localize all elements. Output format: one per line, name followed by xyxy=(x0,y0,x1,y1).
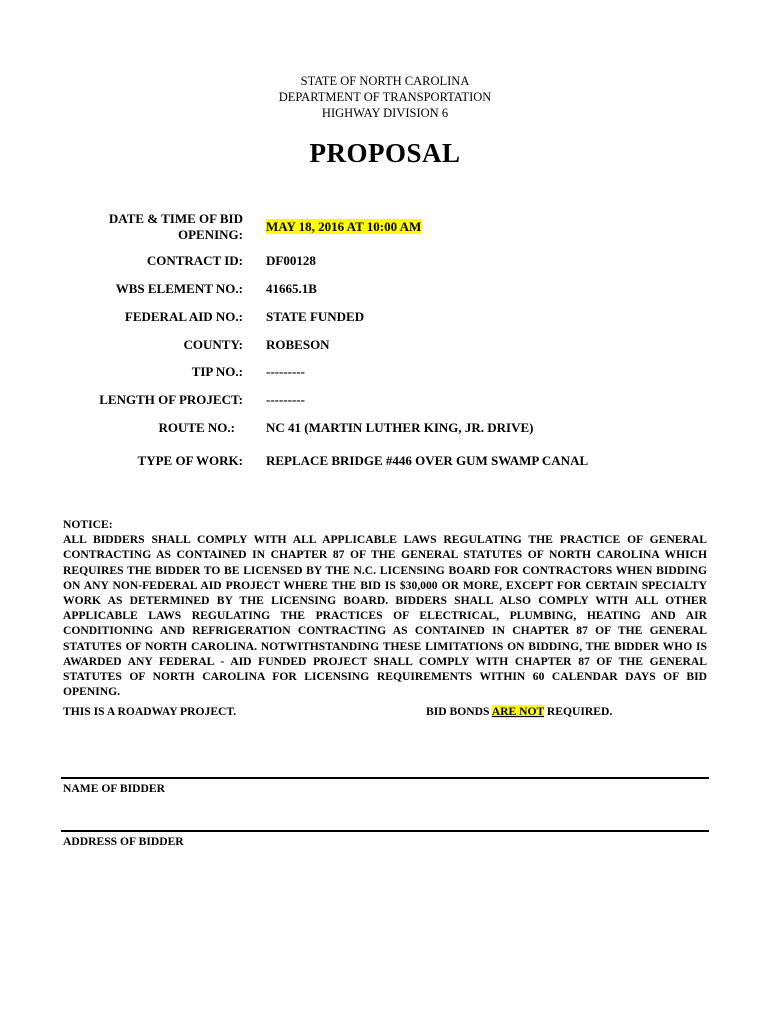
contract-label: CONTRACT ID: xyxy=(146,253,243,268)
contract-value: DF00128 xyxy=(266,253,316,268)
length-label: LENGTH OF PROJECT: xyxy=(99,392,243,407)
county-value: ROBESON xyxy=(266,337,330,352)
notice-heading: NOTICE: xyxy=(63,518,113,531)
document-header xyxy=(0,73,770,121)
route-value: NC 41 (MARTIN LUTHER KING, JR. DRIVE) xyxy=(266,420,534,435)
bid-bonds-emphasis: ARE NOT xyxy=(491,705,545,718)
work-type-label: TYPE OF WORK: xyxy=(137,453,243,468)
bid-bonds-prefix: BID BONDS xyxy=(426,705,492,718)
bid-bonds-text xyxy=(426,704,612,719)
wbs-value: 41665.1B xyxy=(266,281,317,296)
date-label-line2: OPENING: xyxy=(178,227,243,242)
route-label: ROUTE NO.: xyxy=(158,420,235,435)
wbs-label: WBS ELEMENT NO.: xyxy=(115,281,243,296)
bidder-name-line[interactable] xyxy=(61,777,709,779)
bidder-address-label: ADDRESS OF BIDDER xyxy=(63,835,184,848)
bid-bonds-highlight xyxy=(492,705,544,718)
date-value xyxy=(266,219,421,235)
date-label-line1: DATE & TIME OF BID xyxy=(108,211,243,226)
roadway-project-text: THIS IS A ROADWAY PROJECT. xyxy=(63,705,237,718)
tip-label: TIP NO.: xyxy=(191,364,243,379)
page-title: PROPOSAL xyxy=(309,138,461,168)
bidder-address-line[interactable] xyxy=(61,830,709,832)
federal-aid-value: STATE FUNDED xyxy=(266,309,365,324)
header-division: HIGHWAY DIVISION 6 xyxy=(321,106,449,120)
tip-value: --------- xyxy=(266,364,305,379)
county-label: COUNTY: xyxy=(183,337,243,352)
work-type-value: REPLACE BRIDGE #446 OVER GUM SWAMP CANAL xyxy=(266,453,589,468)
header-state: STATE OF NORTH CAROLINA xyxy=(300,74,470,88)
header-department: DEPARTMENT OF TRANSPORTATION xyxy=(278,90,492,104)
notice-body: ALL BIDDERS SHALL COMPLY WITH ALL APPLICABLE LAWS REGULATING THE PRACTICE OF GENERAL CONTRACTING AS CONTAINED IN CHAPTER 87 OF THE GENERAL STATUTES OF NORTH CAROLINA WHICH REQUIRES THE BIDDER TO BE LICENSED BY THE N.C. LICENSING BOARD FOR CONTRACTORS WHEN BIDDING ON ANY NON-FEDERAL AID PROJECT WHERE THE BID IS $30,000 OR MORE, EXCEPT FOR CERTAIN SPECIALTY WORK AS DETERMINED BY THE LICENSING BOARD. BIDDERS SHALL ALSO COMPLY WITH ALL OTHER APPLICABLE LAWS REGULATING THE PRACTICES OF ELECTRICAL, PLUMBING, HEATING AND AIR CONDITIONING AND REFRIGERATION CONTRACTING AS CONTAINED IN CHAPTER 87 OF THE GENERAL STATUTES OF NORTH CAROLINA. NOTWITHSTANDING THESE LIMITATIONS ON BIDDING, THE BIDDER WHO IS AWARDED ANY FEDERAL - AID FUNDED PROJECT SHALL COMPLY WITH CHAPTER 87 OF THE GENERAL STATUTES OF NORTH CAROLINA FOR LICENSING REQUIREMENTS WITHIN 60 CALENDAR DAYS OF BID OPENING. xyxy=(63,533,707,699)
date-value-highlight: MAY 18, 2016 AT 10:00 AM xyxy=(266,219,422,234)
federal-aid-label: FEDERAL AID NO.: xyxy=(124,309,243,324)
notice-section xyxy=(63,517,707,699)
length-value: --------- xyxy=(266,392,305,407)
bidder-name-label: NAME OF BIDDER xyxy=(63,782,165,795)
bid-bonds-suffix: REQUIRED. xyxy=(544,705,613,718)
